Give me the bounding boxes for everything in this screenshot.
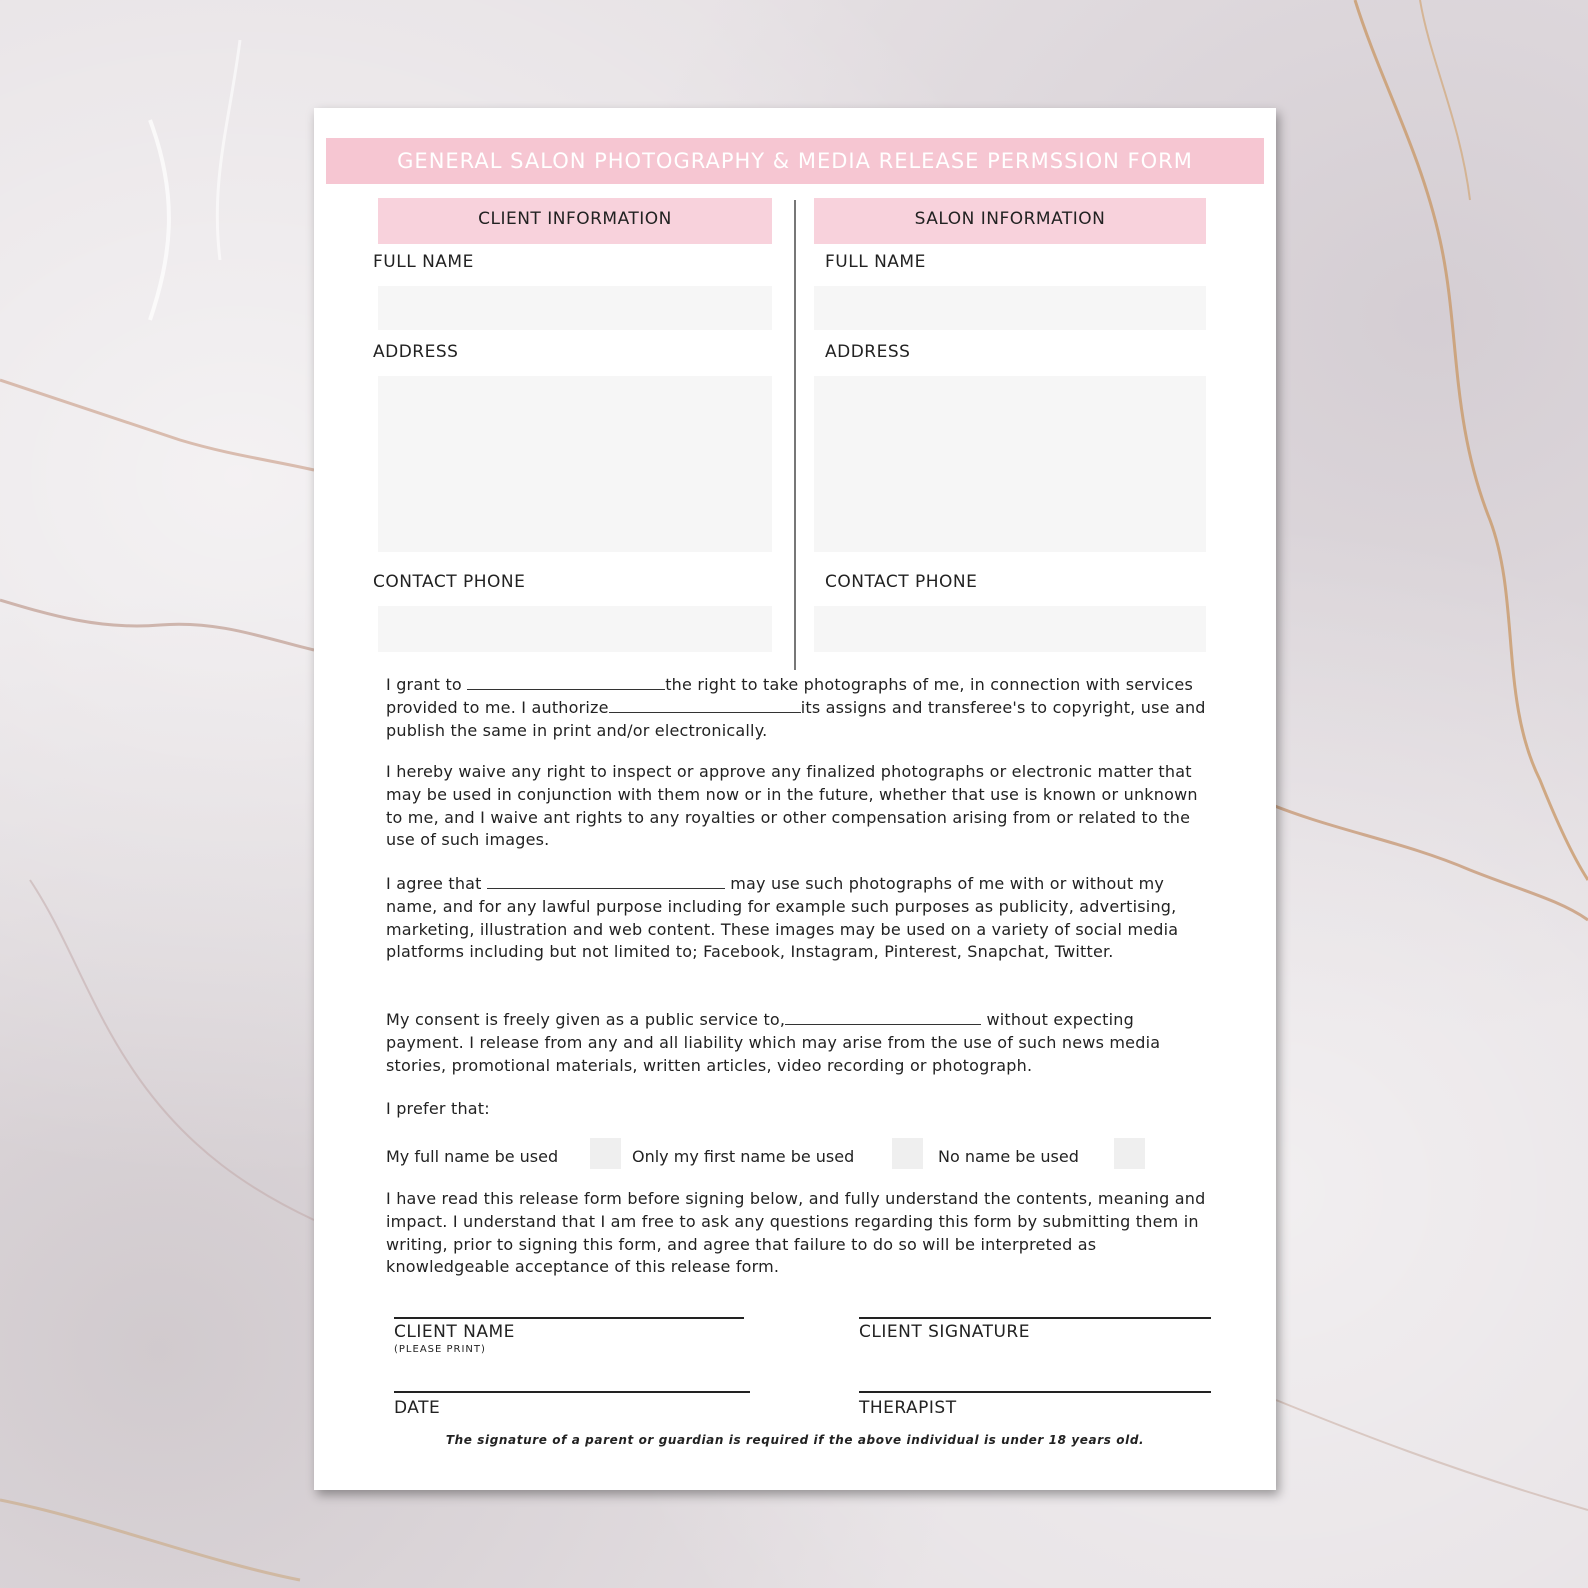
acknowledgement-paragraph: I have read this release form before signing below, and fully understand the contents, meaning and impact. I understand that I am free to ask any questions regarding this form by submitting them in writing, prior to signing this form, and agree that failure to do so will be interpreted as knowledgeable acceptance of this release form. bbox=[386, 1189, 1206, 1277]
salon-address-field[interactable] bbox=[814, 376, 1206, 552]
client-address-label: ADDRESS bbox=[373, 342, 459, 362]
column-divider bbox=[794, 200, 796, 670]
authorize-blank[interactable] bbox=[609, 698, 801, 713]
agreement-paragraph: I agree that may use such photographs of me with or without my name, and for any lawful purpose including for example such purposes as publicity, advertising, marketing, illustration and web content. These images may be used on a variety of social media platforms including but not limited to; Facebook, Instagram, Pinterest, Snapchat, Twitter. bbox=[386, 874, 1179, 962]
client-contact-phone-label: CONTACT PHONE bbox=[373, 572, 526, 592]
grant-paragraph: I grant to the right to take photographs of me, in connection with services provided to me. I authorize its assigns and transferee's to copyright, use and publish the same in print and/or electronically. bbox=[386, 675, 1206, 740]
client-name-line[interactable] bbox=[394, 1317, 744, 1319]
release-form-sheet bbox=[314, 108, 1276, 1490]
client-full-name-field[interactable] bbox=[378, 286, 772, 330]
guardian-footnote: The signature of a parent or guardian is required if the above individual is under 18 years old. bbox=[445, 1433, 1145, 1447]
salon-full-name-field[interactable] bbox=[814, 286, 1206, 330]
grantee-blank[interactable] bbox=[467, 675, 665, 690]
client-signature-label: CLIENT SIGNATURE bbox=[859, 1322, 1030, 1342]
waiver-paragraph: I hereby waive any right to inspect or approve any finalized photographs or electronic matter that may be used in conjunction with them now or in the future, whether that use is known or unknown to me, and I waive ant rights to any royalties or other compensation arising from or related to the use of such images. bbox=[386, 762, 1198, 850]
client-information-header: CLIENT INFORMATION bbox=[378, 198, 772, 244]
consent-blank[interactable] bbox=[785, 1010, 981, 1025]
client-full-name-label: FULL NAME bbox=[373, 252, 474, 272]
date-label: DATE bbox=[394, 1398, 441, 1418]
first-name-option-label: Only my first name be used bbox=[632, 1147, 855, 1166]
therapist-line[interactable] bbox=[859, 1391, 1211, 1393]
full-name-option-label: My full name be used bbox=[386, 1147, 559, 1166]
agree-blank[interactable] bbox=[487, 874, 725, 889]
client-signature-line[interactable] bbox=[859, 1317, 1211, 1319]
salon-address-label: ADDRESS bbox=[825, 342, 911, 362]
salon-information-header: SALON INFORMATION bbox=[814, 198, 1206, 244]
full-name-checkbox[interactable] bbox=[590, 1138, 621, 1169]
please-print-note: (PLEASE PRINT) bbox=[394, 1344, 486, 1355]
consent-paragraph: My consent is freely given as a public service to, without expecting payment. I release from any and all liability which may arise from the use of such news media stories, promotional materials, written articles, video recording or photograph. bbox=[386, 1010, 1161, 1075]
form-title: GENERAL SALON PHOTOGRAPHY & MEDIA RELEASE PERMSSION FORM bbox=[326, 138, 1264, 184]
client-name-label: CLIENT NAME bbox=[394, 1322, 515, 1342]
client-address-field[interactable] bbox=[378, 376, 772, 552]
first-name-checkbox[interactable] bbox=[892, 1138, 923, 1169]
client-contact-phone-field[interactable] bbox=[378, 606, 772, 652]
salon-full-name-label: FULL NAME bbox=[825, 252, 926, 272]
date-line[interactable] bbox=[394, 1391, 750, 1393]
no-name-checkbox[interactable] bbox=[1114, 1138, 1145, 1169]
salon-contact-phone-field[interactable] bbox=[814, 606, 1206, 652]
no-name-option-label: No name be used bbox=[938, 1147, 1079, 1166]
prefer-label: I prefer that: bbox=[386, 1099, 490, 1118]
salon-contact-phone-label: CONTACT PHONE bbox=[825, 572, 978, 592]
therapist-label: THERAPIST bbox=[859, 1398, 957, 1418]
name-preference-row bbox=[386, 1138, 1186, 1174]
